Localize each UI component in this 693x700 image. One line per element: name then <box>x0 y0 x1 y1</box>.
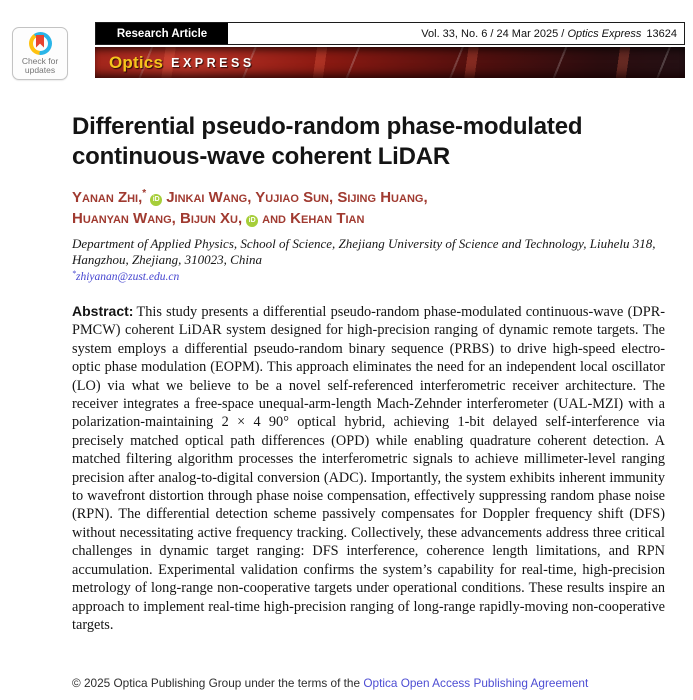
citation-line <box>228 23 684 44</box>
check-for-updates-badge[interactable] <box>12 27 68 80</box>
affiliation: Department of Applied Physics, School of Science, Zhejiang University of Science and Technology, Liuhelu 318, Hangzhou, Zhejiang, 310023, China <box>72 236 656 267</box>
corresponding-email[interactable] <box>72 269 179 283</box>
paper-title-line1: Differential pseudo-random phase-modulated <box>72 113 583 140</box>
abstract <box>72 302 665 634</box>
bookmark-icon <box>36 35 44 48</box>
open-access-agreement-link[interactable]: Optica Open Access Publishing Agreement <box>363 676 589 690</box>
copyright-text: © 2025 Optica Publishing Group under the terms of the <box>72 676 364 690</box>
header-bar <box>95 22 685 45</box>
abstract-text: This study presents a differential pseudo-random phase-modulated continuous-wave (DPR-PMCW) coherent LiDAR system designed for high-precision ranging of dynamic remote targets. The system employs a differential pseudo-random binary sequence (PRBS) to drive high-speed electro-optic phase modulation (EOPM). This approach eliminates the need for an independent local oscillator (LO) via what we believe to be a novel self-referenced interferometric receiver architecture. The receiver integrates a free-space unequal-arm-length Mach-Zehnder interferometer (UAL-MZI) with a polarization-maintaining 2 × 4 90° optical hybrid, achieving 1-bit delayed self-interference via precisely matched optical path differences (OPD) while enabling quadrature coherent detection. A matched filtering algorithm processes the interferometric signals to achieve millimeter-level ranging precision after analog-to-digital conversion (ADC). Importantly, the system exhibits inherent immunity to wavefront distortion through phase noise compensation, effectively suppressing random phase noise (RPN). The differential detection scheme passively compensates for Doppler frequency shift (DFS) without necessitating active frequency tracking. Collectively, these advancements address three critical challenges in dynamic target ranging: DFS interference, coherence length limitations, and RPN accumulation. Experimental validation confirms the system’s capability for real-time, high-precision metrology of long-range non-cooperative targets under operational conditions. These results inspire an approach to implement real-time high-precision ranging of long-range rapidly-moving non-cooperative targets. <box>72 304 665 633</box>
citation-page-number: 13624 <box>646 27 677 40</box>
orcid-icon[interactable]: iD <box>246 215 258 227</box>
license-line <box>72 676 588 690</box>
abstract-label: Abstract: <box>72 303 134 319</box>
paper-title <box>72 112 672 171</box>
check-for-updates-label <box>22 57 58 76</box>
journal-banner <box>95 47 685 78</box>
author-list <box>72 183 672 229</box>
author-names: Jinkai Wang, Yujiao Sun, Sijing Huang, <box>166 189 428 206</box>
author-line-2 <box>72 208 672 229</box>
check-for-updates-line2: updates <box>24 65 56 75</box>
author-name: Yanan Zhi, <box>72 189 143 206</box>
citation-prefix: Vol. 33, No. 6 / 24 Mar 2025 / <box>421 27 568 40</box>
journal-logo-express: EXPRESS <box>171 55 255 70</box>
article-type-badge: Research Article <box>96 23 228 44</box>
citation-journal-name: Optics Express <box>567 27 642 40</box>
orcid-icon[interactable]: iD <box>150 194 162 206</box>
author-names: Huanyan Wang, Bijun Xu, <box>72 210 243 227</box>
author-line-1 <box>72 183 672 208</box>
author-names: and Kehan Tian <box>262 210 365 227</box>
corresponding-author-asterisk: * <box>142 188 147 199</box>
paper-title-line2: continuous-wave coherent LiDAR <box>72 142 451 170</box>
email-asterisk: * <box>72 269 76 278</box>
email-address[interactable]: zhiyanan@zust.edu.cn <box>76 271 180 283</box>
crossmark-logo-icon <box>29 32 52 55</box>
check-for-updates-line1: Check for <box>21 55 59 66</box>
journal-logo-optics: Optics <box>109 52 164 72</box>
